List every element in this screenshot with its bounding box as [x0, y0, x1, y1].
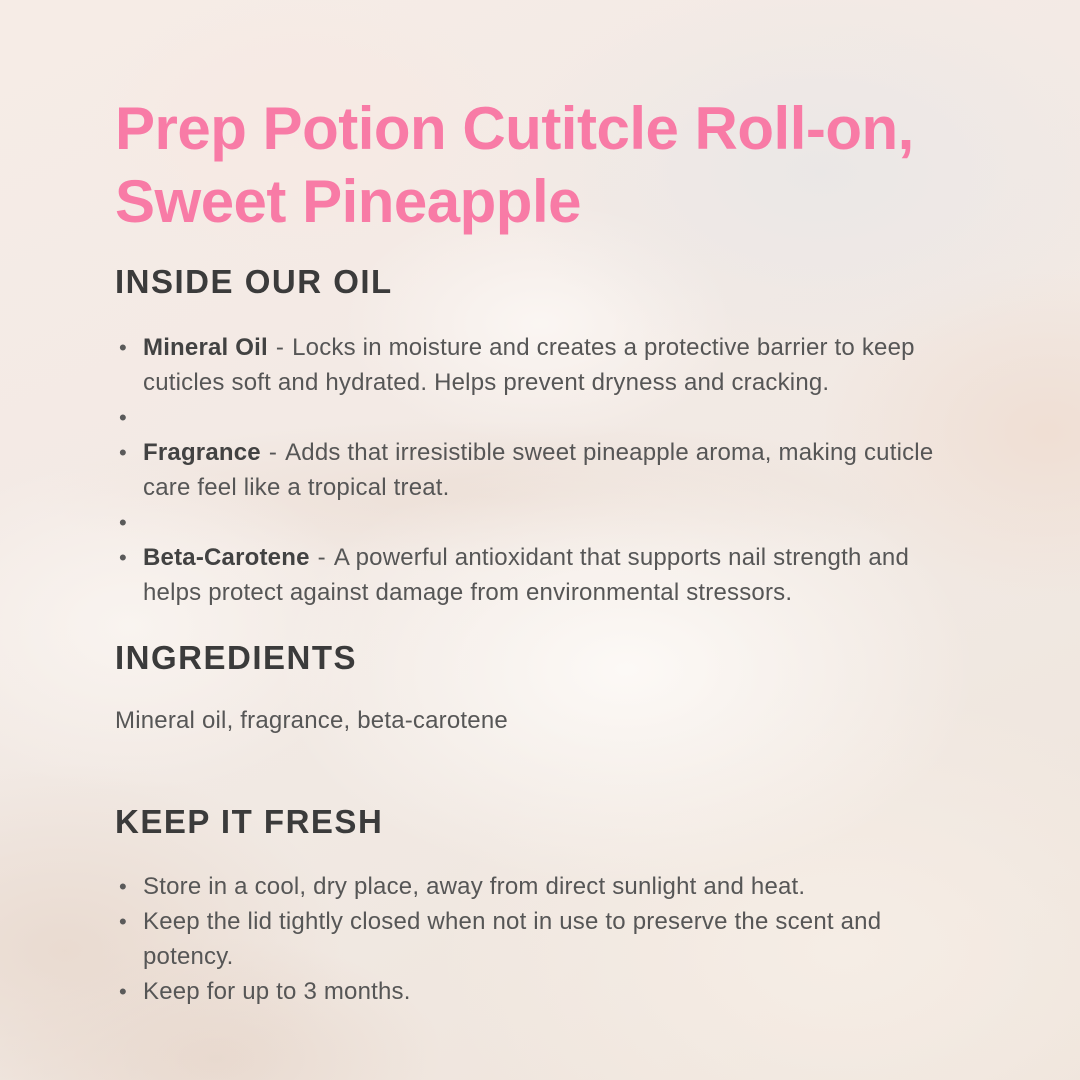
bullet-icon: •	[119, 510, 127, 535]
inside-our-oil-list	[115, 330, 985, 610]
ingredient-description: Locks in moisture and creates a protective barrier to keep cuticles soft and hydrated. Helps prevent dryness and cracking.	[143, 334, 915, 396]
bullet-icon: •	[119, 335, 127, 360]
product-title-line1: Prep Potion Cutitcle Roll-on,	[115, 95, 914, 162]
list-item-empty	[115, 400, 963, 435]
card-content	[115, 92, 985, 1009]
list-item-beta-carotene	[115, 540, 963, 610]
keep-it-fresh-list	[115, 869, 985, 1009]
bullet-icon: •	[119, 874, 127, 899]
section-heading-inside-our-oil: INSIDE OUR OIL	[115, 263, 393, 300]
ingredient-term: Fragrance	[143, 439, 261, 466]
list-item-lid	[115, 904, 963, 974]
bullet-icon: •	[119, 909, 127, 934]
bullet-icon: •	[119, 440, 127, 465]
ingredient-description: Adds that irresistible sweet pineapple aroma, making cuticle care feel like a tropical treat.	[143, 439, 934, 501]
list-item-empty	[115, 505, 963, 540]
product-title-line2: Sweet Pineapple	[115, 168, 581, 235]
list-item-text: Keep for up to 3 months.	[143, 978, 411, 1005]
section-heading-ingredients: INGREDIENTS	[115, 639, 358, 676]
list-item-storage	[115, 869, 963, 904]
term-separator: -	[275, 334, 285, 361]
ingredient-term: Mineral Oil	[143, 334, 268, 361]
ingredients-list-text: Mineral oil, fragrance, beta-carotene	[115, 707, 508, 734]
ingredient-description: A powerful antioxidant that supports nail strength and helps protect against damage from environmental stressors.	[143, 544, 910, 606]
list-item-text: Store in a cool, dry place, away from direct sunlight and heat.	[143, 873, 806, 900]
term-separator: -	[268, 439, 278, 466]
list-item-text: Keep the lid tightly closed when not in use to preserve the scent and potency.	[143, 908, 882, 970]
list-item-text	[143, 435, 963, 505]
section-heading-keep-it-fresh: KEEP IT FRESH	[115, 803, 384, 840]
product-title	[115, 92, 985, 238]
bullet-icon: •	[119, 979, 127, 1004]
list-item-mineral-oil	[115, 330, 963, 400]
list-item-text	[143, 540, 963, 610]
list-item-text	[143, 330, 963, 400]
ingredient-term: Beta-Carotene	[143, 544, 310, 571]
bullet-icon: •	[119, 405, 127, 430]
term-separator: -	[317, 544, 326, 571]
bullet-icon: •	[119, 545, 127, 570]
list-item-shelf-life	[115, 974, 963, 1009]
list-item-fragrance	[115, 435, 963, 505]
